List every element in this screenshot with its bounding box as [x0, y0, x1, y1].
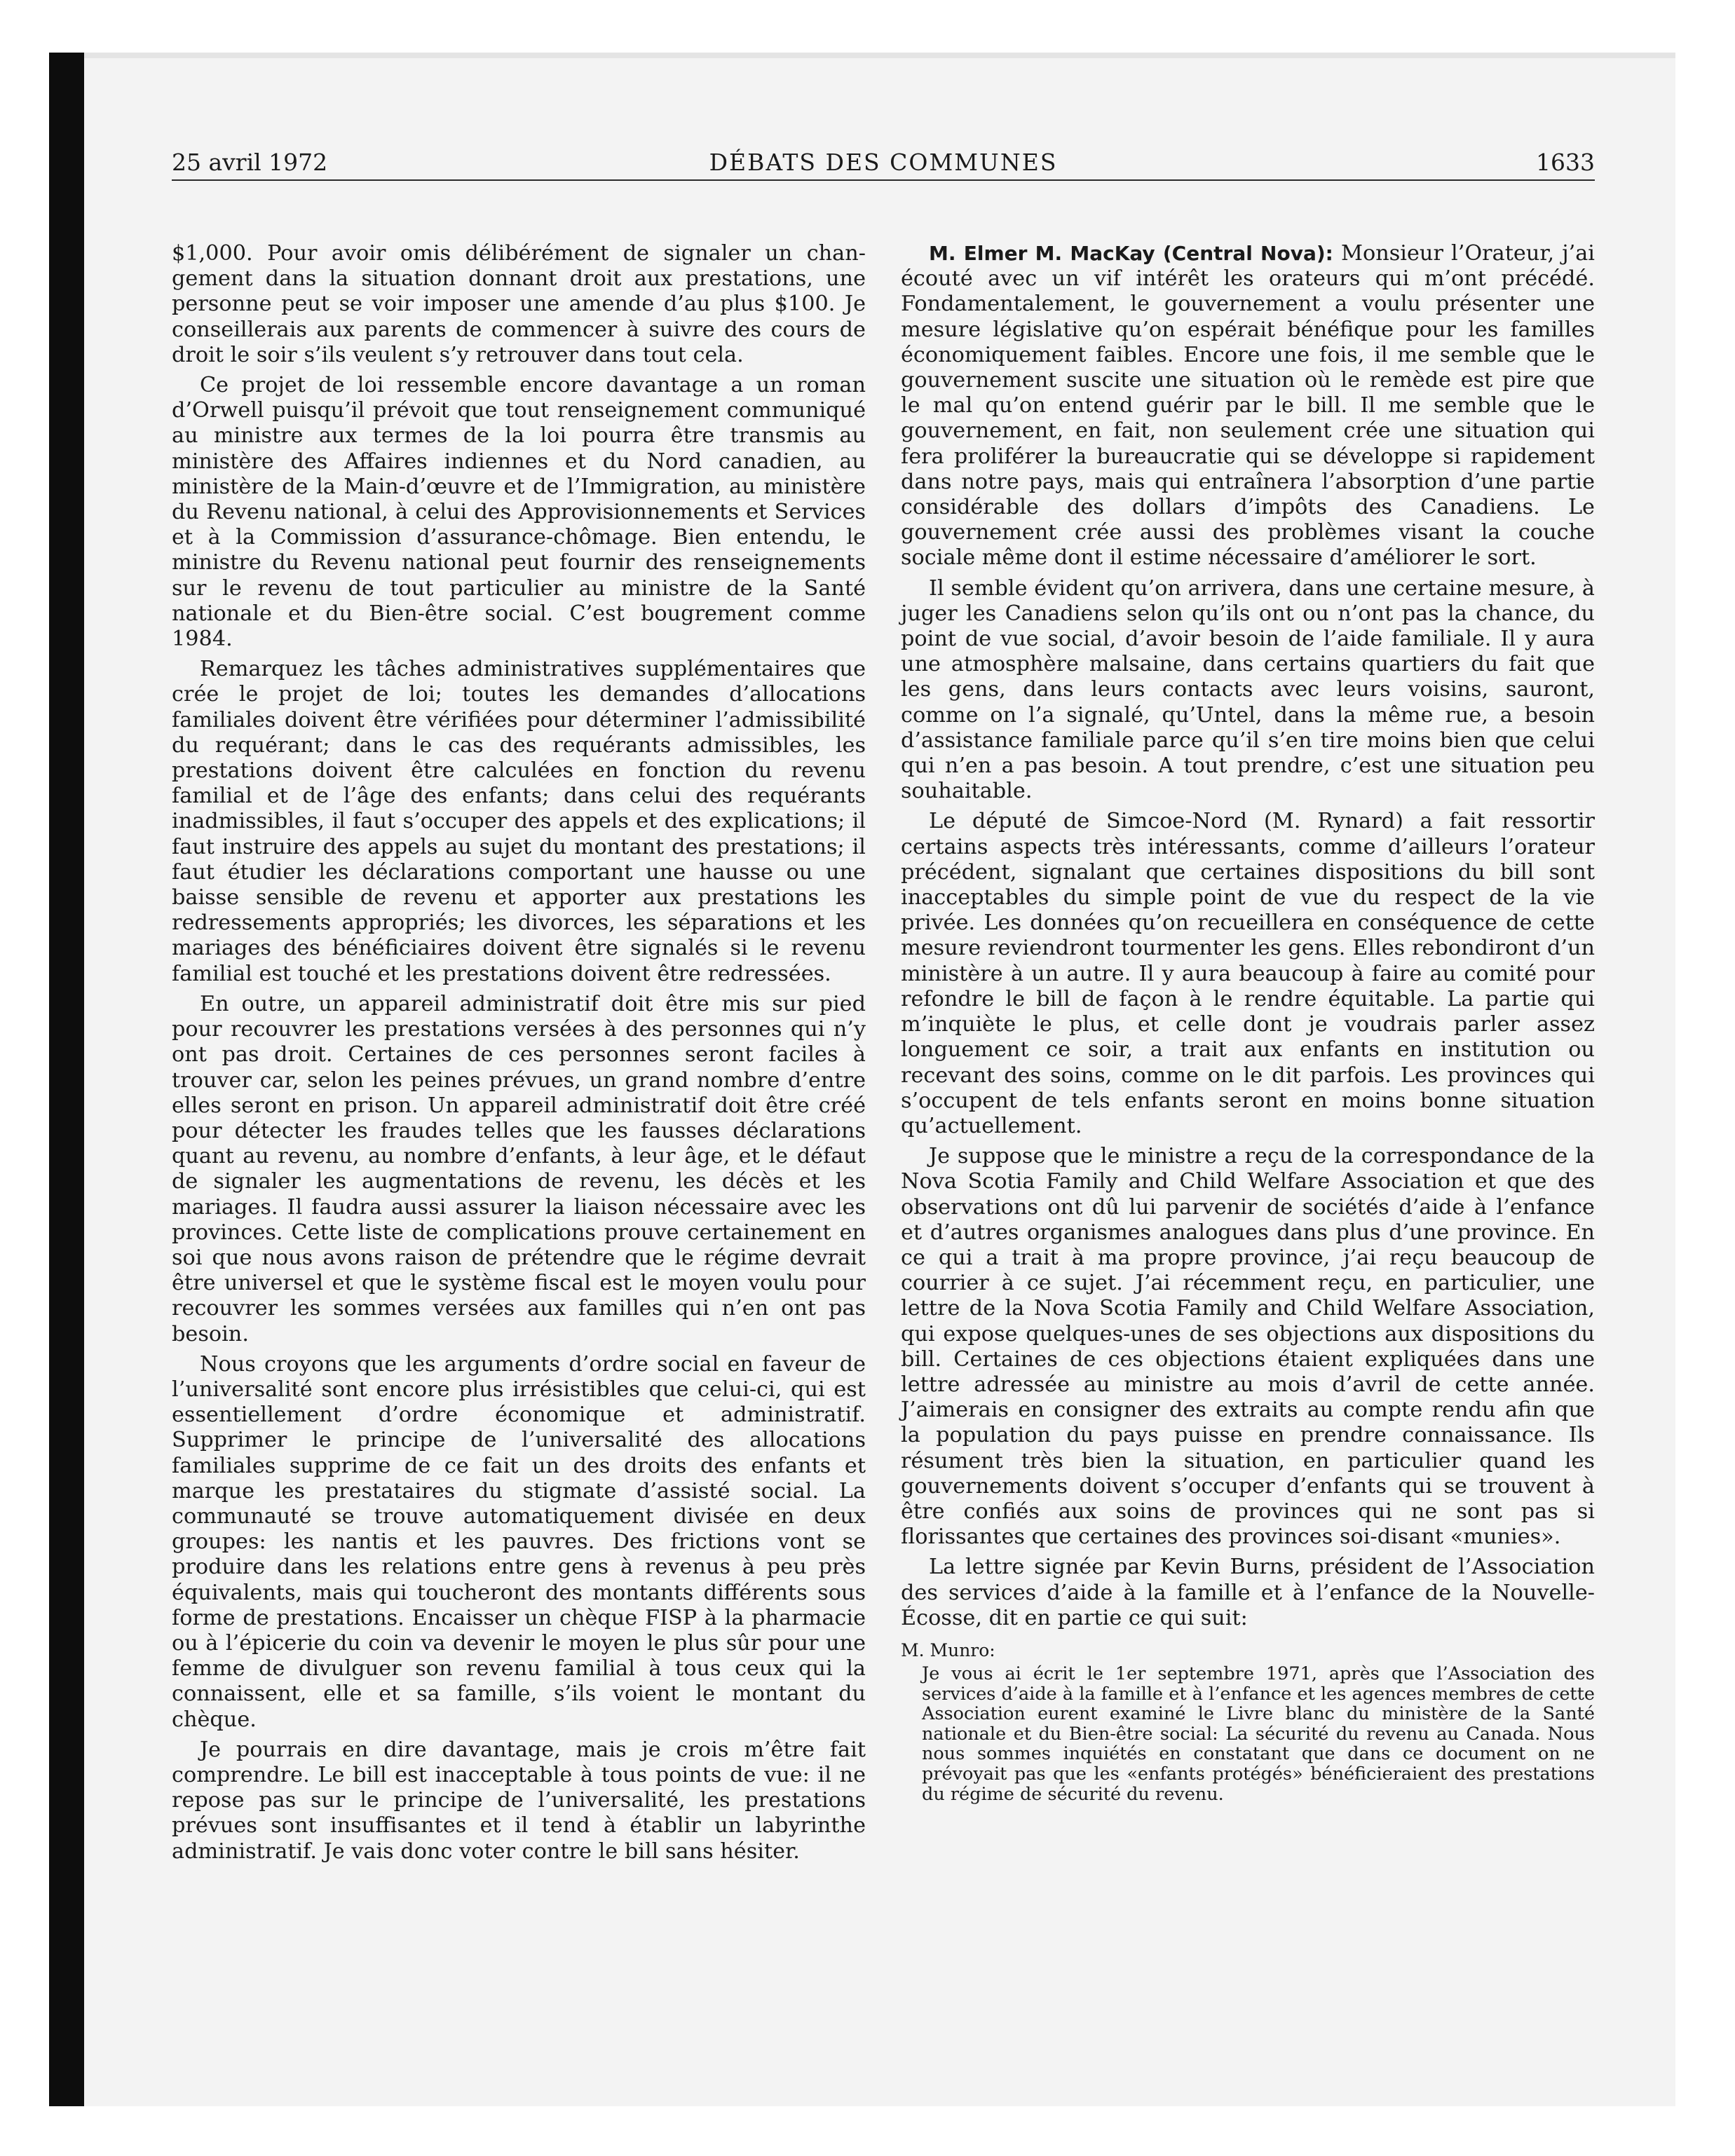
left-paragraph-4: En outre, un appareil administratif doit être mis sur pied pour recouvrer les prestations versées à des personnes qui n’y ont pas droit. Certaines de ces personnes seront faciles à trouver car, selon les peines prévues, un grand nombre d’entre elles seront en prison. Un appareil administratif doit être créé pour détecter les fraudes telles que les fausses déclarations quant au revenu, au nombre d’enfants, à leur âge, et le défaut de signaler les augmentations de revenu, les décès et les mariages. Il faudra aussi assurer la liaison nécessaire avec les provinces. Cette liste de complications prouve certainement en soi que nous avons raison de prétendre que le régime devrait être universel et que le système fiscal est le moyen voulu pour recouvrer les sommes versées aux familles qui n’en ont pas besoin. [172, 991, 866, 1346]
running-header [172, 147, 1595, 181]
right-paragraph-3: Le député de Simcoe-Nord (M. Rynard) a fait ressortir certains aspects très intéressants, comme d’ailleurs l’orateur précédent, signalant que certaines dispositions du bill sont inacceptables du simple point de vue du respect de la vie privée. Les données qu’on recueillera en conséquence de cette mesure reviendront tourmenter les gens. Elles rebondiront d’un ministère à un autre. Il y aura beaucoup à faire au comité pour refondre le bill de façon à le rendre équitable. La partie qui m’inquiète le plus, et celle dont je voudrais parler assez longuement ce soir, a trait aux enfants en institution ou recevant des soins, comme on le dit parfois. Les provinces qui s’occupent de tels enfants seront en moins bonne situation qu’actuellement. [901, 809, 1595, 1138]
header-title: DÉBATS DES COMMUNES [709, 149, 1058, 176]
left-paragraph-5: Nous croyons que les arguments d’ordre social en faveur de l’universalité sont encore plus irrésistibles que celui-ci, qui est essentiellement d’ordre économique et administratif. Supprimer le principe de l’universalité des allocations familiales supprime de ce fait un des droits des enfants et marque les prestataires du stigmate d’assisté social. La communauté se trouve automatiquement divisée en deux groupes: les nantis et les pauvres. Des frictions vont se produire dans les relations entre gens à revenus à peu près équivalents, mais qui toucheront des montants différents sous forme de prestations. Encaisser un chèque FISP à la pharmacie ou à l’épicerie du coin va devenir le moyen le plus sûr pour une femme de divulguer son revenu familial à tous ceux qui la connaissent, elle et sa famille, s’ils voient le montant du chèque. [172, 1351, 866, 1732]
left-paragraph-1: $1,000. Pour avoir omis délibérément de signaler un changement dans la situation donnant droit aux prestations, une personne peut se voir imposer une amende d’au plus $100. Je conseillerais aux parents de commencer à suivre des cours de droit le soir s’ils veulent s’y retrouver dans tout cela. [172, 241, 866, 367]
scan-top-edge [84, 53, 1675, 58]
right-paragraph-1 [901, 241, 1595, 571]
right-paragraph-5: La lettre signée par Kevin Burns, président de l’Association des services d’aide à la famille et à l’enfance de la Nouvelle-Écosse, dit en partie ce qui suit: [901, 1555, 1595, 1630]
left-paragraph-2: Ce projet de loi ressemble encore davantage a un roman d’Orwell puisqu’il prévoit que tout renseignement communiqué au ministre aux termes de la loi pourra être transmis au ministère des Affaires indiennes et du Nord canadien, au ministère de la Main-d’œuvre et de l’Immigration, au ministère du Revenu national, à celui des Approvisionnements et Services et à la Commission d’assurance-chômage. Bien entendu, le ministre du Revenu national peut fournir des renseignements sur le revenu de tout particulier au ministre de la Santé nationale et du Bien-être social. C’est bougrement comme 1984. [172, 373, 866, 652]
right-column [901, 241, 1595, 1804]
header-page-number: 1633 [1536, 149, 1595, 176]
scan-left-edge [49, 53, 84, 2106]
speaker-name: M. Elmer M. MacKay (Central Nova): [929, 242, 1333, 265]
right-paragraph-2: Il semble évident qu’on arrivera, dans une certaine mesure, à juger les Canadiens selon qu’ils ont ou n’ont pas la chance, du point de vue social, d’avoir besoin de l’aide familiale. Il y aura une atmosphère malsaine, dans certains quartiers du fait que les gens, dans leurs contacts avec leurs voisins, sauront, comme on l’a signalé, qu’Untel, dans la même rue, a besoin d’assistance familiale parce qu’il s’en tire moins bien que celui qui n’en a pas besoin. A tout prendre, c’est une situation peu souhaitable. [901, 575, 1595, 804]
quoted-letter: Je vous ai écrit le 1er septembre 1971, après que l’Association des services d’aide à la famille et à l’enfance et les agences membres de cette Association eurent examiné le Livre blanc du ministère de la Santé nationale et du Bien-être social: La sécurité du revenu au Canada. Nous nous sommes inquiétés en constatant que dans ce document on ne prévoyait pas que les «enfants protégés» bénéficieraient des prestations du régime de sécurité du revenu. [922, 1663, 1595, 1805]
right-paragraph-4: Je suppose que le ministre a reçu de la correspondance de la Nova Scotia Family and Child Welfare Association et que des observations ont dû lui parvenir de sociétés d’aide à l’enfance et d’autres organismes analogues dans plus d’une province. En ce qui a trait à ma propre province, j’ai reçu beaucoup de courrier à ce sujet. J’ai récemment reçu, en particulier, une lettre de la Nova Scotia Family and Child Welfare Association, qui expose quelques-unes de ses objections aux dispositions du bill. Certaines de ces objections étaient expliquées dans une lettre adressée au ministre au mois d’avril de cette année. J’aimerais en consigner des extraits au compte rendu afin que la population du pays puisse en prendre connaissance. Ils résument très bien la situation, en particulier quand les gouvernements doivent s’occuper d’enfants qui se trouvent à être confiés aux soins de provinces qui ne sont pas si florissantes que certaines des provinces soi-disant «munies». [901, 1144, 1595, 1550]
header-date: 25 avril 1972 [172, 149, 328, 176]
left-paragraph-6: Je pourrais en dire davantage, mais je crois m’être fait comprendre. Le bill est inacceptable à tous points de vue: il ne repose pas sur le principe de l’universalité, les prestations prévues sont insuffisantes et il tend à établir un labyrinthe administratif. Je vais donc voter contre le bill sans hésiter. [172, 1737, 866, 1864]
left-paragraph-3: Remarquez les tâches administratives supplémentaires que crée le projet de loi; toutes les demandes d’allocations familiales doivent être vérifiées pour déterminer l’admissibilité du requérant; dans le cas des requérants admissibles, les prestations doivent être calculées en fonction du revenu familial et de l’âge des enfants; dans celui des requérants inadmissibles, il faut s’occuper des appels et des explications; il faut instruire des appels au sujet du montant des prestations; il faut étudier les déclarations comportant une hausse ou une baisse sensible de revenu et apporter aux prestations les redressements appropriés; les divorces, les séparations et les mariages des bénéficiaires doivent être signalés si le revenu familial est touché et les prestations doivent être redressées. [172, 657, 866, 986]
quote-speaker: M. Munro: [901, 1639, 995, 1660]
left-column [172, 241, 866, 1869]
right-paragraph-1-text: Monsieur l’Orateur, j’ai écouté avec un vif intérêt les orateurs qui m’ont précédé. Fondamentalement, le gouvernement a voulu présenter une mesure législative qu’on espérait bénéfique pour les familles économiquement faibles. Encore une fois, il me semble que le gouvernement suscite une situation où le remède est pire que le mal qu’on entend guérir par le bill. Il me semble que le gouvernement, en fait, non seulement crée une situation qui fera proliférer la bureaucratie qui se développe si rapidement dans notre pays, mais qui entraînera l’absorption d’une partie considérable des dollars d’impôts des Canadiens. Le gouvernement crée aussi des problèmes visant la couche sociale même dont il estime nécessaire d’améliorer le sort. [901, 241, 1595, 571]
